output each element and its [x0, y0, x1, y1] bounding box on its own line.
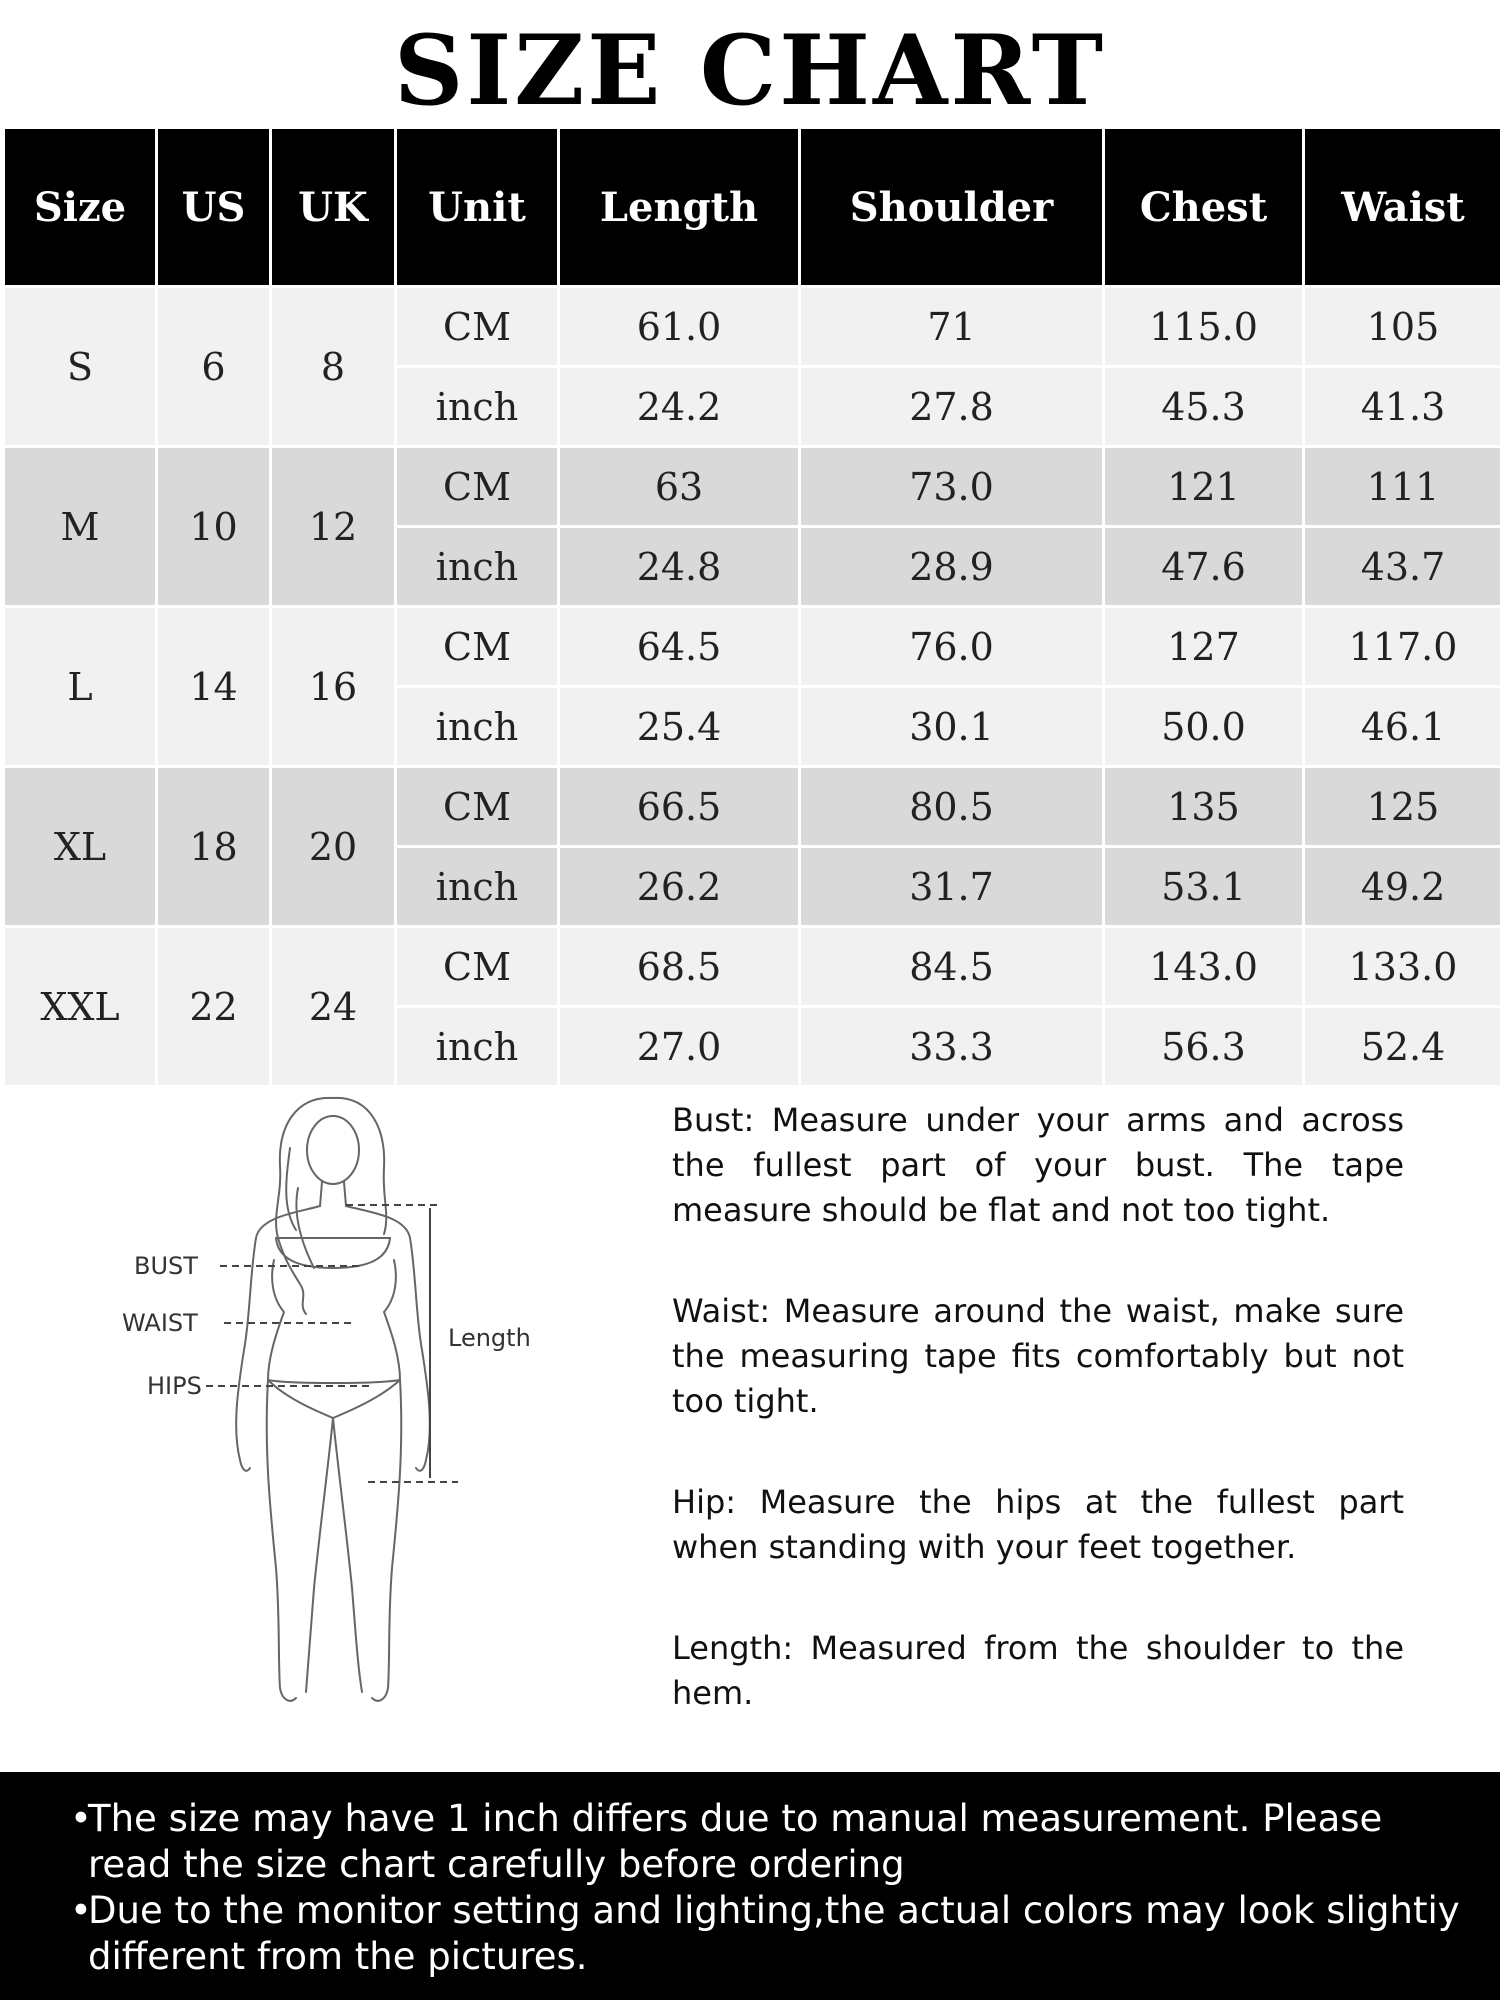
page-title: SIZE CHART [393, 14, 1107, 127]
length-cell: 26.2 [560, 848, 798, 925]
header-us: US [158, 129, 269, 285]
chest-cell: 47.6 [1105, 528, 1302, 605]
shoulder-cell: 28.9 [801, 528, 1102, 605]
table-row [5, 608, 1500, 685]
header-shoulder: Shoulder [801, 129, 1102, 285]
uk-cell: 24 [272, 928, 394, 1085]
us-cell: 18 [158, 768, 269, 925]
length-cell: 24.2 [560, 368, 798, 445]
header-length: Length [560, 129, 798, 285]
waist-cell: 133.0 [1305, 928, 1500, 1005]
uk-cell: 12 [272, 448, 394, 605]
chest-cell: 127 [1105, 608, 1302, 685]
shoulder-cell: 27.8 [801, 368, 1102, 445]
uk-cell: 20 [272, 768, 394, 925]
shoulder-cell: 80.5 [801, 768, 1102, 845]
waist-cell: 52.4 [1305, 1008, 1500, 1085]
us-cell: 14 [158, 608, 269, 765]
shoulder-cell: 76.0 [801, 608, 1102, 685]
waist-cell: 111 [1305, 448, 1500, 525]
measurement-notes [672, 1098, 1404, 1772]
disclaimer-item [70, 1888, 1460, 1980]
us-cell: 6 [158, 288, 269, 445]
length-cell: 64.5 [560, 608, 798, 685]
bust-label: BUST [134, 1252, 198, 1280]
header-waist: Waist [1305, 129, 1500, 285]
table-header-row [5, 129, 1500, 285]
length-cell: 61.0 [560, 288, 798, 365]
table-row [5, 768, 1500, 845]
length-cell: 27.0 [560, 1008, 798, 1085]
table-row [5, 448, 1500, 525]
unit-cell: inch [397, 368, 557, 445]
chest-cell: 56.3 [1105, 1008, 1302, 1085]
table-row [5, 288, 1500, 365]
hips-label: HIPS [147, 1372, 202, 1400]
header-unit: Unit [397, 129, 557, 285]
size-cell: XL [5, 768, 155, 925]
chest-cell: 53.1 [1105, 848, 1302, 925]
hip-note: Hip: Measure the hips at the fullest part when standing with your feet together. [672, 1483, 1404, 1566]
length-note: Length: Measured from the shoulder to the hem. [672, 1629, 1404, 1712]
waist-cell: 43.7 [1305, 528, 1500, 605]
chest-cell: 143.0 [1105, 928, 1302, 1005]
table-row [5, 928, 1500, 1005]
body-outline-illustration [100, 1088, 570, 1748]
shoulder-cell: 73.0 [801, 448, 1102, 525]
header-uk: UK [272, 129, 394, 285]
bullet-icon: • [70, 1889, 92, 1932]
shoulder-cell: 31.7 [801, 848, 1102, 925]
length-cell: 66.5 [560, 768, 798, 845]
unit-cell: CM [397, 928, 557, 1005]
length-cell: 24.8 [560, 528, 798, 605]
unit-cell: CM [397, 448, 557, 525]
chest-cell: 115.0 [1105, 288, 1302, 365]
size-cell: M [5, 448, 155, 605]
waist-cell: 117.0 [1305, 608, 1500, 685]
unit-cell: CM [397, 768, 557, 845]
unit-cell: inch [397, 688, 557, 765]
size-cell: L [5, 608, 155, 765]
size-cell: XXL [5, 928, 155, 1085]
unit-cell: CM [397, 608, 557, 685]
unit-cell: inch [397, 1008, 557, 1085]
length-cell: 68.5 [560, 928, 798, 1005]
waist-cell: 125 [1305, 768, 1500, 845]
waist-cell: 105 [1305, 288, 1500, 365]
waist-cell: 46.1 [1305, 688, 1500, 765]
unit-cell: inch [397, 528, 557, 605]
chest-cell: 121 [1105, 448, 1302, 525]
disclaimer-text: Due to the monitor setting and lighting,the actual colors may look slightiy different from the pictures. [88, 1889, 1460, 1978]
disclaimer-footer [0, 1772, 1500, 2000]
shoulder-cell: 71 [801, 288, 1102, 365]
unit-cell: inch [397, 848, 557, 925]
waist-cell: 49.2 [1305, 848, 1500, 925]
disclaimer-item [70, 1796, 1460, 1888]
shoulder-cell: 30.1 [801, 688, 1102, 765]
uk-cell: 16 [272, 608, 394, 765]
body-measurement-figure [100, 1088, 570, 1748]
header-size: Size [5, 129, 155, 285]
length-cell: 25.4 [560, 688, 798, 765]
unit-cell: CM [397, 288, 557, 365]
waist-label: WAIST [122, 1309, 198, 1337]
shoulder-cell: 33.3 [801, 1008, 1102, 1085]
us-cell: 10 [158, 448, 269, 605]
disclaimer-text: The size may have 1 inch differs due to manual measurement. Please read the size chart carefully before ordering [88, 1797, 1383, 1886]
length-cell: 63 [560, 448, 798, 525]
length-label: Length [448, 1324, 531, 1352]
size-cell: S [5, 288, 155, 445]
chest-cell: 45.3 [1105, 368, 1302, 445]
chest-cell: 50.0 [1105, 688, 1302, 765]
waist-note: Waist: Measure around the waist, make sure the measuring tape fits comfortably but not too tight. [672, 1292, 1404, 1420]
bullet-icon: • [70, 1797, 92, 1840]
shoulder-cell: 84.5 [801, 928, 1102, 1005]
size-table [2, 126, 1500, 1088]
us-cell: 22 [158, 928, 269, 1085]
uk-cell: 8 [272, 288, 394, 445]
bust-note: Bust: Measure under your arms and across the fullest part of your bust. The tape measure should be flat and not too tight. [672, 1101, 1404, 1229]
chest-cell: 135 [1105, 768, 1302, 845]
header-chest: Chest [1105, 129, 1302, 285]
waist-cell: 41.3 [1305, 368, 1500, 445]
